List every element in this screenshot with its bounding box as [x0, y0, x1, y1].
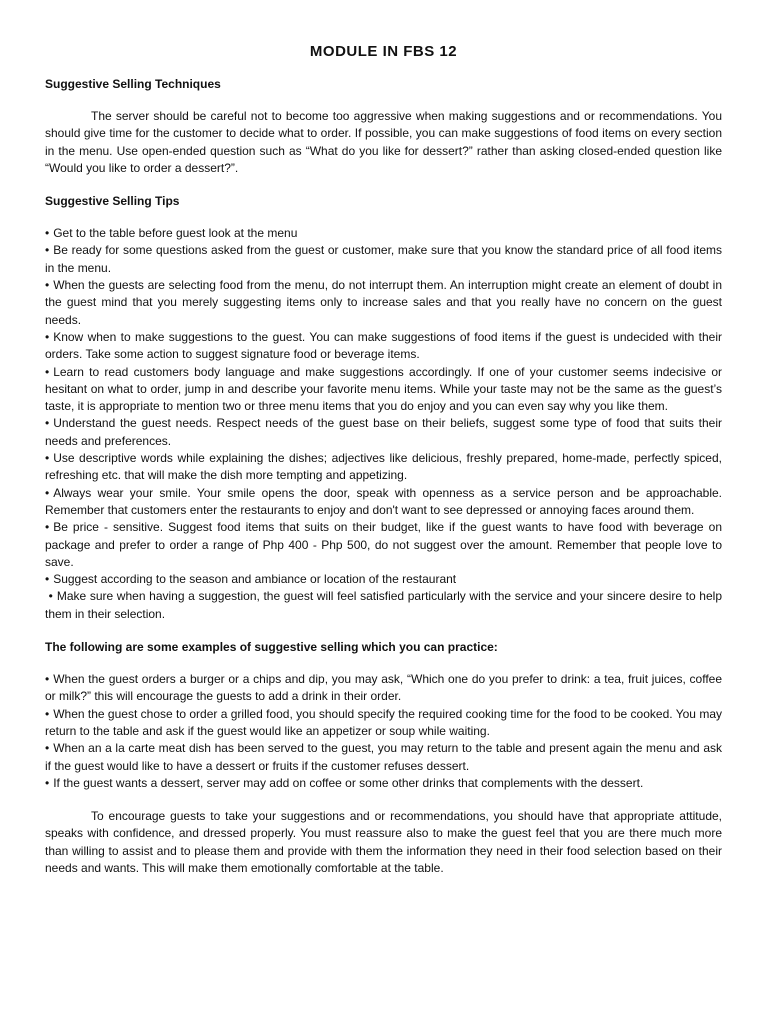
section-heading-tips: Suggestive Selling Tips — [45, 194, 180, 209]
list-item — [45, 740, 722, 775]
list-item-text: Get to the table before guest look at the menu — [53, 226, 298, 241]
list-item-text: Understand the guest needs. Respect needs of the guest base on their beliefs, suggest some type of food that suits their needs and preferences. — [45, 416, 722, 448]
list-item — [45, 329, 722, 364]
bullet-icon: • — [45, 741, 50, 756]
list-item-text: Be price - sensitive. Suggest food items that suits on their budget, like if the guest wants to have food with beverage on package and prefer to order a range of Php 400 - Php 500, do not suggest over the amount. Remember that people love to save. — [45, 520, 722, 569]
bullet-icon: • — [45, 572, 50, 587]
list-item — [45, 485, 722, 520]
bullet-icon: • — [45, 226, 50, 241]
list-item — [45, 519, 722, 571]
bullet-icon: • — [48, 589, 53, 604]
list-item — [45, 415, 722, 450]
list-item — [45, 450, 722, 485]
list-item — [45, 671, 722, 706]
list-item — [45, 242, 722, 277]
closing-paragraph: To encourage guests to take your suggestions and or recommendations, you should have that appropriate attitude, speaks with confidence, and dressed properly. You must reassure also to make the guest feel that you are there much more than willing to assist and to please them and provide with them the information they need in their food selection based on their needs and wants. This will make them emotionally comfortable at the table. — [45, 809, 722, 875]
bullet-icon: • — [45, 243, 50, 258]
tips-list — [45, 225, 722, 623]
list-item — [45, 277, 722, 329]
list-item-text: When the guests are selecting food from the menu, do not interrupt them. An interruption might create an element of doubt in the guest mind that you merely suggesting items only to increase sales and that you really have no concern on the guest needs. — [45, 278, 722, 327]
list-item — [45, 364, 722, 416]
list-item-text: Know when to make suggestions to the guest. You can make suggestions of food items if the guest is undecided with their orders. Take some action to suggest signature food or beverage items. — [45, 329, 722, 362]
document-page — [45, 42, 722, 893]
list-item-text: If the guest wants a dessert, server may add on coffee or some other drinks that complements with the dessert. — [53, 775, 644, 790]
list-item — [45, 225, 722, 242]
bullet-icon: • — [45, 520, 50, 535]
bullet-icon: • — [45, 329, 50, 344]
section-heading-examples: The following are some examples of suggestive selling which you can practice: — [45, 640, 498, 655]
list-item-text: Make sure when having a suggestion, the guest will feel satisfied particularly with the service and your sincere desire to help them in their selection. — [45, 589, 722, 621]
list-item — [45, 706, 722, 741]
list-item — [45, 588, 722, 623]
section-heading-techniques: Suggestive Selling Techniques — [45, 77, 221, 91]
list-item — [45, 775, 722, 792]
bullet-icon: • — [45, 775, 50, 790]
techniques-paragraph: The server should be careful not to become too aggressive when making suggestions and or recommendations. You should give time for the customer to decide what to order. If possible, you can make suggestions of food items on every section in the menu. Use open-ended question such as “What do you like for dessert?” rather than asking closed-ended question like “Would you like to order a dessert?”. — [45, 109, 722, 175]
examples-list — [45, 671, 722, 792]
bullet-icon: • — [45, 278, 50, 293]
list-item-text: When an a la carte meat dish has been served to the guest, you may return to the table and present again the menu and ask if the guest would like to have a dessert or fruits if the customer refuses dessert. — [45, 741, 722, 773]
list-item-text: Always wear your smile. Your smile opens the door, speak with openness as a service person and be approachable. Remember that customers enter the restaurants to enjoy and don't want to see depressed or annoying faces around them. — [45, 485, 722, 517]
list-item — [45, 571, 722, 588]
list-item-text: When the guest orders a burger or a chips and dip, you may ask, “Which one do you prefer to drink: a tea, fruit juices, coffee or milk?” this will encourage the guests to add a drink in their order. — [45, 672, 722, 704]
bullet-icon: • — [45, 364, 50, 379]
bullet-icon: • — [45, 706, 50, 721]
page-title: MODULE IN FBS 12 — [309, 43, 458, 60]
list-item-text: Use descriptive words while explaining the dishes; adjectives like delicious, freshly prepared, home-made, perfectly spiced, refreshing etc. that will make the dish more tempting and appetizing. — [45, 451, 722, 483]
list-item-text: When the guest chose to order a grilled food, you should specify the required cooking time for the food to be cooked. You may return to the table and ask if the guest would like an appetizer or soup while waiting. — [45, 706, 722, 738]
bullet-icon: • — [45, 416, 50, 431]
list-item-text: Learn to read customers body language and make suggestions accordingly. If one of your customer seems indecisive or hesitant on what to order, jump in and describe your favorite menu items. While your taste may not be the same as the guest’s taste, it is appropriate to mention two or three menu items that you do enjoy and you can even say why you like them. — [45, 364, 722, 414]
bullet-icon: • — [45, 451, 50, 466]
list-item-text: Suggest according to the season and ambiance or location of the restaurant — [53, 572, 457, 587]
bullet-icon: • — [45, 672, 50, 687]
bullet-icon: • — [45, 485, 50, 500]
list-item-text: Be ready for some questions asked from the guest or customer, make sure that you know the standard price of all food items in the menu. — [45, 243, 722, 275]
